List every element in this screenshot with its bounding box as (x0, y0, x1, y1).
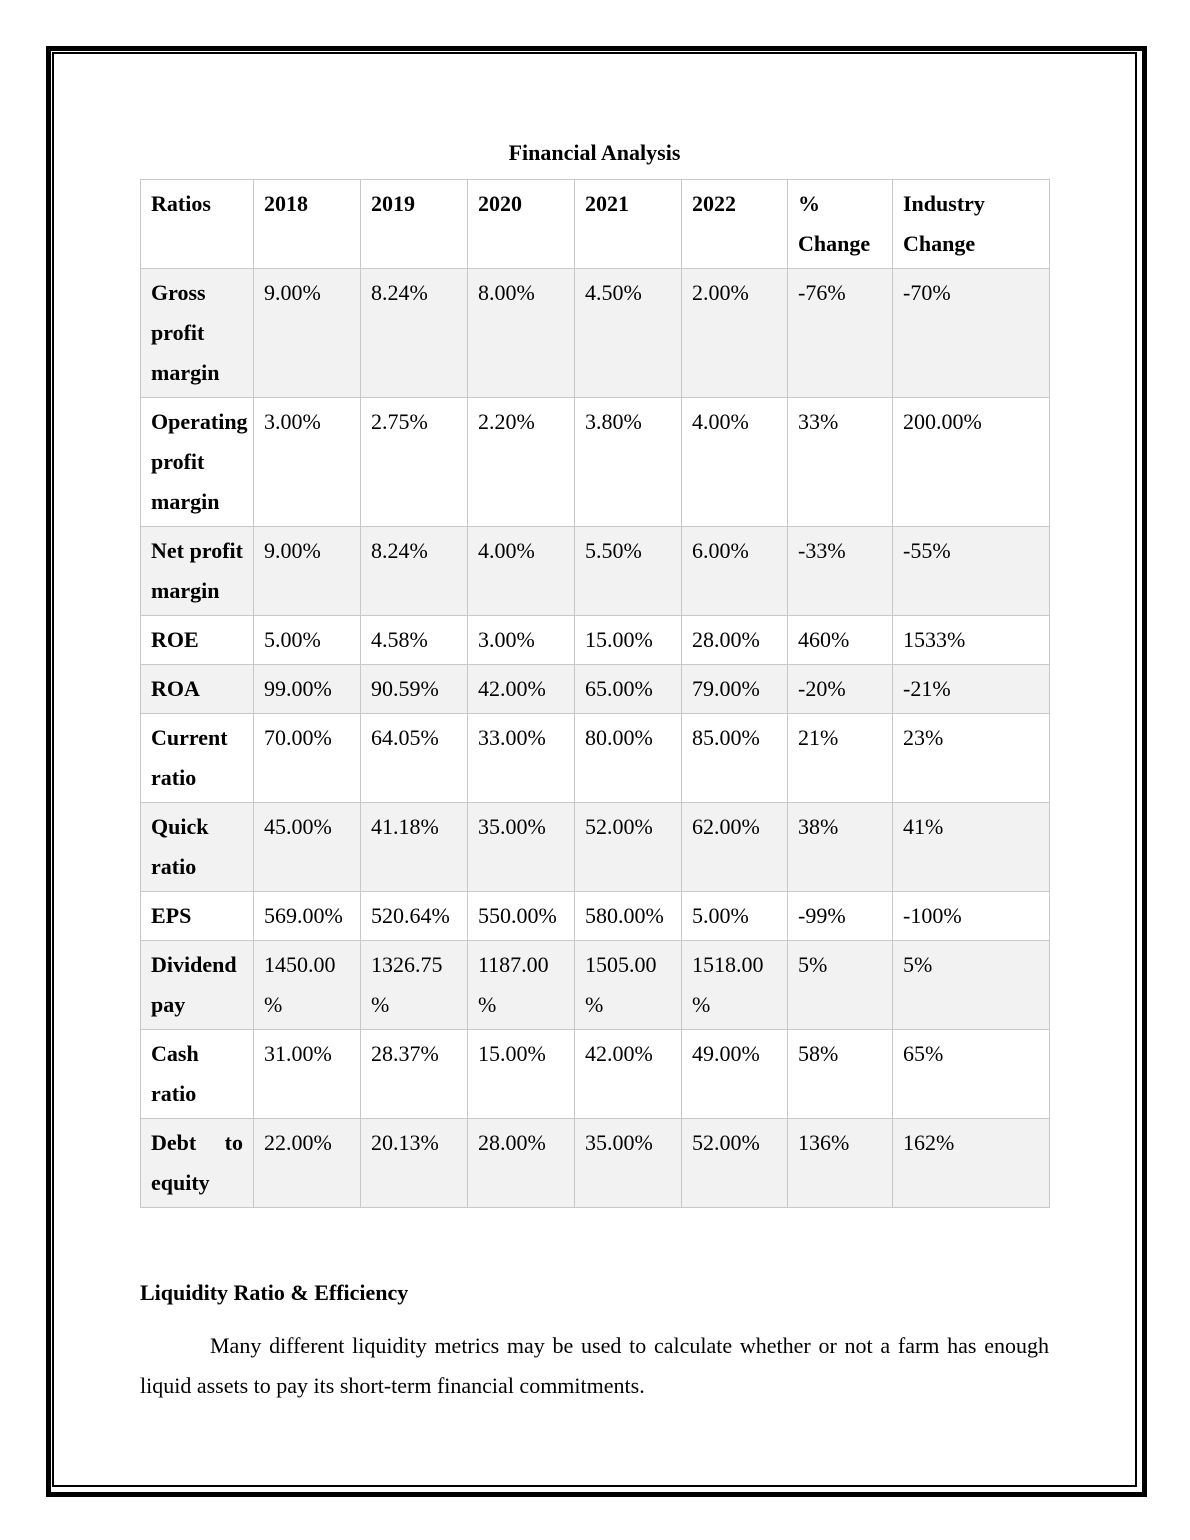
value-cell: 42.00% (575, 1030, 682, 1119)
value-cell: 8.24% (361, 527, 468, 616)
value-cell: 8.00% (468, 269, 575, 398)
value-cell: 5.00% (682, 892, 788, 941)
value-cell: 1533% (893, 616, 1050, 665)
table-body (141, 269, 1050, 1208)
value-cell: 550.00% (468, 892, 575, 941)
value-cell: 45.00% (254, 803, 361, 892)
table-header-row (141, 180, 1050, 269)
value-cell: 200.00% (893, 398, 1050, 527)
table-row (141, 892, 1050, 941)
value-cell: 5.00% (254, 616, 361, 665)
header-cell: 2020 (468, 180, 575, 269)
value-cell: 1450.00 % (254, 941, 361, 1030)
value-cell: 20.13% (361, 1119, 468, 1208)
table-row (141, 398, 1050, 527)
value-cell: 162% (893, 1119, 1050, 1208)
value-cell: 31.00% (254, 1030, 361, 1119)
value-cell: 35.00% (468, 803, 575, 892)
value-cell: -55% (893, 527, 1050, 616)
ratio-name-cell: Dividend pay (141, 941, 254, 1030)
value-cell: 580.00% (575, 892, 682, 941)
value-cell: 1187.00 % (468, 941, 575, 1030)
value-cell: 41.18% (361, 803, 468, 892)
value-cell: 569.00% (254, 892, 361, 941)
value-cell: 9.00% (254, 527, 361, 616)
value-cell: 28.00% (682, 616, 788, 665)
value-cell: 64.05% (361, 714, 468, 803)
header-cell: Industry Change (893, 180, 1050, 269)
header-cell: % Change (788, 180, 893, 269)
value-cell: 99.00% (254, 665, 361, 714)
document-body (140, 136, 1049, 1406)
value-cell: 3.00% (254, 398, 361, 527)
value-cell: 33.00% (468, 714, 575, 803)
value-cell: 3.00% (468, 616, 575, 665)
value-cell: 85.00% (682, 714, 788, 803)
table-row (141, 616, 1050, 665)
value-cell: 22.00% (254, 1119, 361, 1208)
value-cell: 4.00% (682, 398, 788, 527)
value-cell: 4.58% (361, 616, 468, 665)
table-row (141, 941, 1050, 1030)
ratio-name-cell: Quick ratio (141, 803, 254, 892)
table-row (141, 527, 1050, 616)
value-cell: 2.75% (361, 398, 468, 527)
value-cell: 2.20% (468, 398, 575, 527)
value-cell: 6.00% (682, 527, 788, 616)
header-cell: Ratios (141, 180, 254, 269)
table-row (141, 269, 1050, 398)
value-cell: 460% (788, 616, 893, 665)
ratio-name-cell: Debt to equity (141, 1119, 254, 1208)
ratio-name-cell: EPS (141, 892, 254, 941)
header-cell: 2022 (682, 180, 788, 269)
value-cell: 62.00% (682, 803, 788, 892)
table-row (141, 803, 1050, 892)
ratio-name-cell: Net profit margin (141, 527, 254, 616)
value-cell: 52.00% (682, 1119, 788, 1208)
value-cell: 5.50% (575, 527, 682, 616)
value-cell: 90.59% (361, 665, 468, 714)
value-cell: 15.00% (468, 1030, 575, 1119)
value-cell: 79.00% (682, 665, 788, 714)
value-cell: 42.00% (468, 665, 575, 714)
ratio-name-cell: ROA (141, 665, 254, 714)
value-cell: 5% (893, 941, 1050, 1030)
value-cell: 65.00% (575, 665, 682, 714)
value-cell: 38% (788, 803, 893, 892)
value-cell: 35.00% (575, 1119, 682, 1208)
value-cell: 23% (893, 714, 1050, 803)
table-title: Financial Analysis (508, 140, 681, 165)
ratio-name-cell: Current ratio (141, 714, 254, 803)
value-cell: 65% (893, 1030, 1050, 1119)
value-cell: 1505.00 % (575, 941, 682, 1030)
value-cell: 21% (788, 714, 893, 803)
financial-analysis-table (140, 179, 1050, 1208)
value-cell: 52.00% (575, 803, 682, 892)
value-cell: 4.50% (575, 269, 682, 398)
value-cell: 28.37% (361, 1030, 468, 1119)
ratio-name-cell: Gross profit margin (141, 269, 254, 398)
value-cell: 49.00% (682, 1030, 788, 1119)
value-cell: -21% (893, 665, 1050, 714)
value-cell: -100% (893, 892, 1050, 941)
value-cell: 8.24% (361, 269, 468, 398)
value-cell: 520.64% (361, 892, 468, 941)
value-cell: 58% (788, 1030, 893, 1119)
value-cell: 1518.00 % (682, 941, 788, 1030)
ratio-name-cell: Cash ratio (141, 1030, 254, 1119)
ratio-name-cell: Operating profit margin (141, 398, 254, 527)
value-cell: -99% (788, 892, 893, 941)
value-cell: 2.00% (682, 269, 788, 398)
table-row (141, 1030, 1050, 1119)
ratio-name-cell: ROE (141, 616, 254, 665)
body-paragraph: Many different liquidity metrics may be used to calculate whether or not a farm has enough liquid assets to pay its short-term financial commitments. (140, 1333, 1049, 1398)
value-cell: 41% (893, 803, 1050, 892)
value-cell: 5% (788, 941, 893, 1030)
value-cell: 80.00% (575, 714, 682, 803)
section-heading: Liquidity Ratio & Efficiency (140, 1280, 409, 1305)
header-cell: 2021 (575, 180, 682, 269)
value-cell: 33% (788, 398, 893, 527)
table-row (141, 1119, 1050, 1208)
table-row (141, 714, 1050, 803)
value-cell: 9.00% (254, 269, 361, 398)
value-cell: 3.80% (575, 398, 682, 527)
value-cell: -70% (893, 269, 1050, 398)
value-cell: 15.00% (575, 616, 682, 665)
value-cell: 136% (788, 1119, 893, 1208)
value-cell: 28.00% (468, 1119, 575, 1208)
table-row (141, 665, 1050, 714)
header-cell: 2019 (361, 180, 468, 269)
value-cell: 4.00% (468, 527, 575, 616)
value-cell: -20% (788, 665, 893, 714)
header-cell: 2018 (254, 180, 361, 269)
value-cell: 1326.75 % (361, 941, 468, 1030)
value-cell: -76% (788, 269, 893, 398)
value-cell: -33% (788, 527, 893, 616)
value-cell: 70.00% (254, 714, 361, 803)
